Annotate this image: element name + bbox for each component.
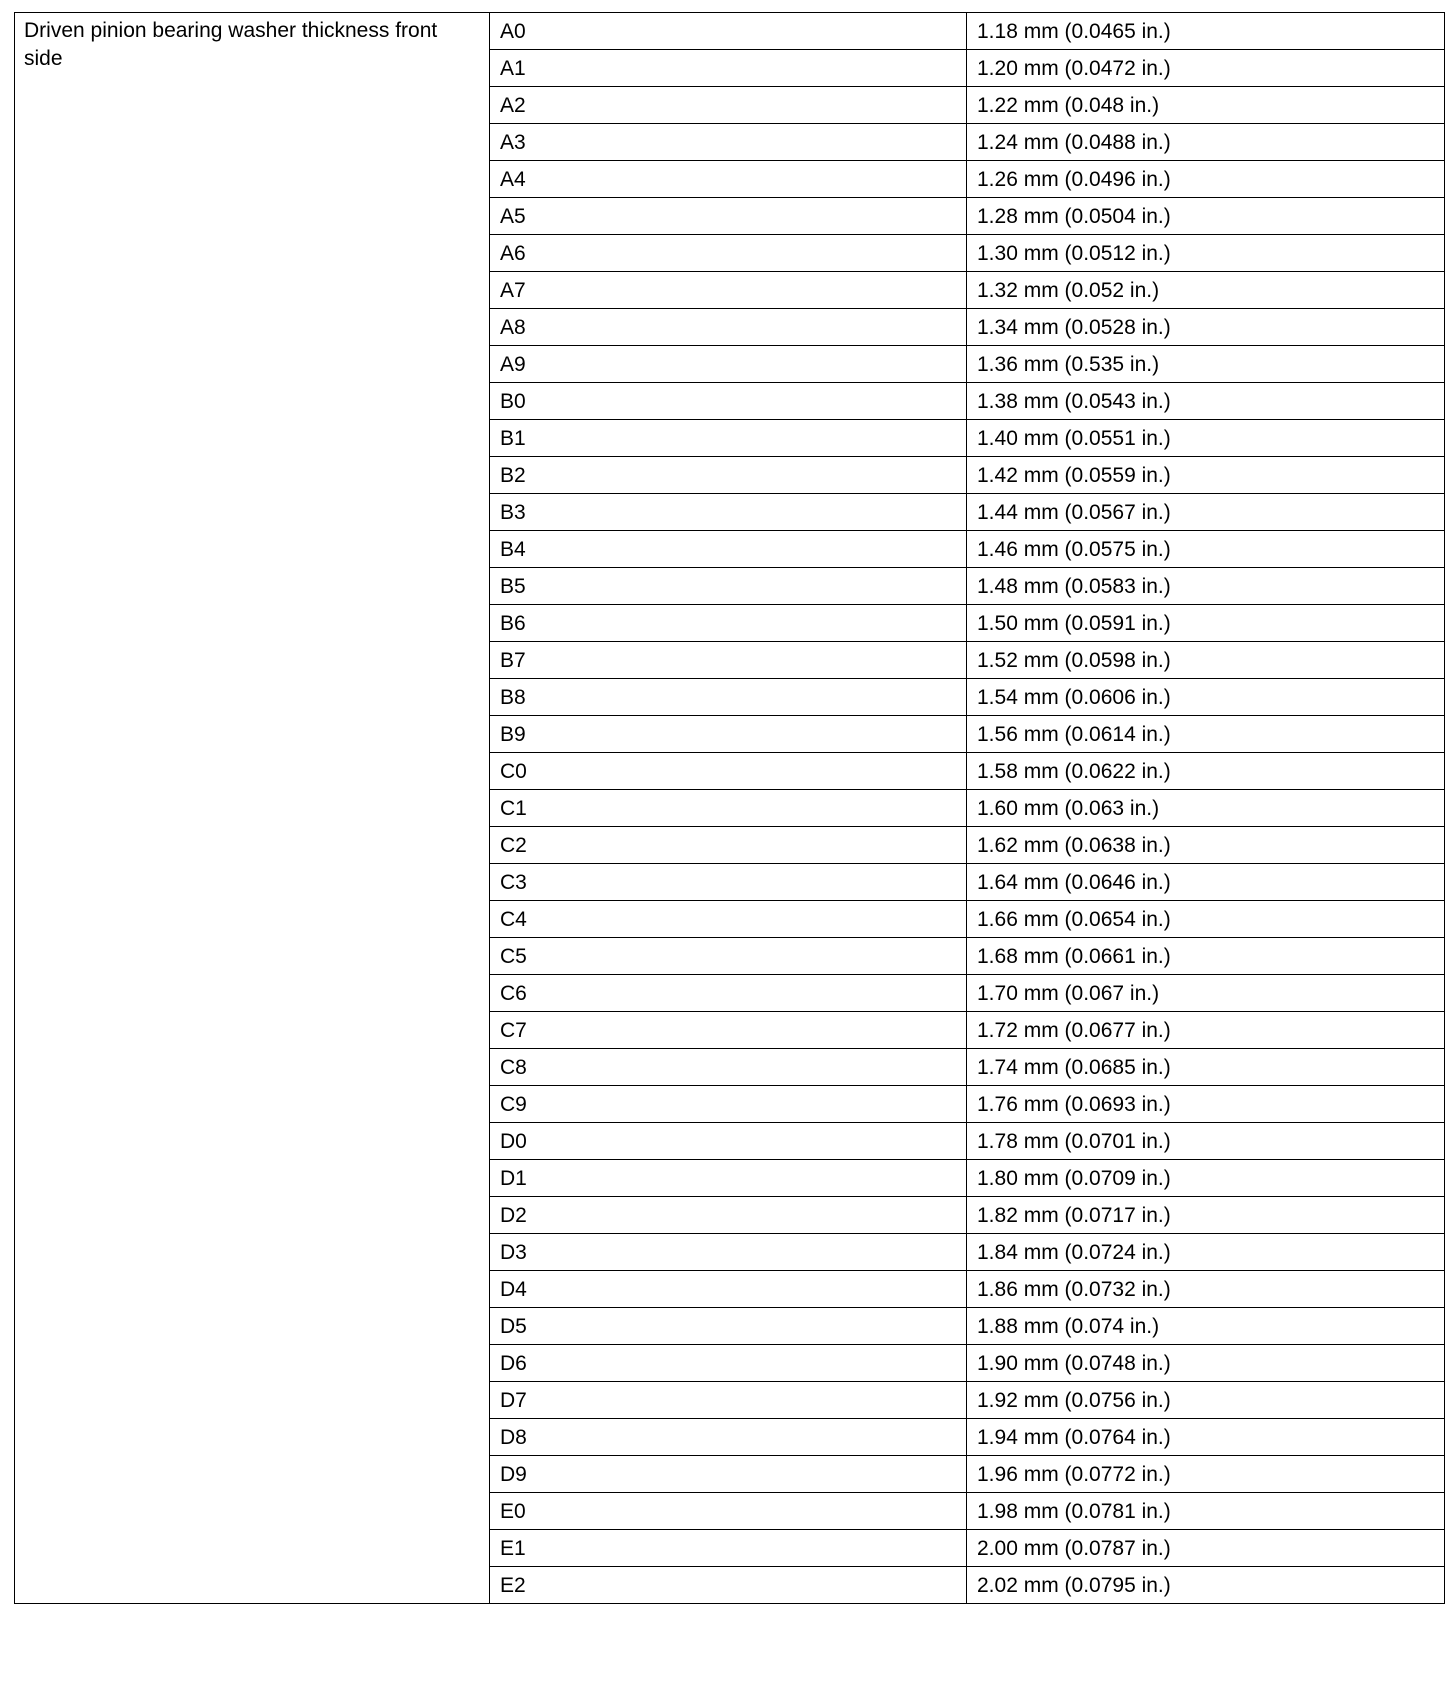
washer-code-cell: D2 <box>490 1197 967 1234</box>
thickness-value-cell: 1.26 mm (0.0496 in.) <box>967 161 1445 198</box>
thickness-value-cell: 1.86 mm (0.0732 in.) <box>967 1271 1445 1308</box>
washer-code-cell: C9 <box>490 1086 967 1123</box>
washer-code-cell: A3 <box>490 124 967 161</box>
thickness-value-cell: 2.00 mm (0.0787 in.) <box>967 1530 1445 1567</box>
washer-code-cell: E1 <box>490 1530 967 1567</box>
washer-code-cell: A1 <box>490 50 967 87</box>
thickness-value-cell: 1.66 mm (0.0654 in.) <box>967 901 1445 938</box>
washer-code-cell: C5 <box>490 938 967 975</box>
washer-code-cell: B9 <box>490 716 967 753</box>
thickness-value-cell: 1.42 mm (0.0559 in.) <box>967 457 1445 494</box>
washer-code-cell: B2 <box>490 457 967 494</box>
washer-code-cell: C4 <box>490 901 967 938</box>
thickness-value-cell: 1.88 mm (0.074 in.) <box>967 1308 1445 1345</box>
thickness-value-cell: 1.58 mm (0.0622 in.) <box>967 753 1445 790</box>
washer-code-cell: A9 <box>490 346 967 383</box>
thickness-value-cell: 1.78 mm (0.0701 in.) <box>967 1123 1445 1160</box>
thickness-value-cell: 1.34 mm (0.0528 in.) <box>967 309 1445 346</box>
thickness-value-cell: 1.20 mm (0.0472 in.) <box>967 50 1445 87</box>
thickness-value-cell: 1.18 mm (0.0465 in.) <box>967 13 1445 50</box>
thickness-value-cell: 1.22 mm (0.048 in.) <box>967 87 1445 124</box>
washer-code-cell: D1 <box>490 1160 967 1197</box>
thickness-value-cell: 1.38 mm (0.0543 in.) <box>967 383 1445 420</box>
washer-code-cell: D9 <box>490 1456 967 1493</box>
washer-code-cell: A7 <box>490 272 967 309</box>
thickness-value-cell: 1.74 mm (0.0685 in.) <box>967 1049 1445 1086</box>
thickness-value-cell: 1.52 mm (0.0598 in.) <box>967 642 1445 679</box>
washer-code-cell: B7 <box>490 642 967 679</box>
thickness-value-cell: 1.82 mm (0.0717 in.) <box>967 1197 1445 1234</box>
thickness-value-cell: 1.48 mm (0.0583 in.) <box>967 568 1445 605</box>
washer-code-cell: E0 <box>490 1493 967 1530</box>
washer-code-cell: A2 <box>490 87 967 124</box>
washer-code-cell: D3 <box>490 1234 967 1271</box>
washer-code-cell: C1 <box>490 790 967 827</box>
thickness-value-cell: 1.60 mm (0.063 in.) <box>967 790 1445 827</box>
table-row <box>15 13 1445 50</box>
thickness-value-cell: 1.24 mm (0.0488 in.) <box>967 124 1445 161</box>
thickness-value-cell: 1.90 mm (0.0748 in.) <box>967 1345 1445 1382</box>
washer-code-cell: D6 <box>490 1345 967 1382</box>
thickness-value-cell: 1.98 mm (0.0781 in.) <box>967 1493 1445 1530</box>
thickness-value-cell: 1.64 mm (0.0646 in.) <box>967 864 1445 901</box>
thickness-value-cell: 1.80 mm (0.0709 in.) <box>967 1160 1445 1197</box>
thickness-value-cell: 1.76 mm (0.0693 in.) <box>967 1086 1445 1123</box>
thickness-value-cell: 1.84 mm (0.0724 in.) <box>967 1234 1445 1271</box>
washer-code-cell: A6 <box>490 235 967 272</box>
washer-code-cell: D7 <box>490 1382 967 1419</box>
washer-code-cell: C8 <box>490 1049 967 1086</box>
washer-code-cell: C6 <box>490 975 967 1012</box>
washer-code-cell: A5 <box>490 198 967 235</box>
washer-code-cell: B6 <box>490 605 967 642</box>
washer-code-cell: D5 <box>490 1308 967 1345</box>
thickness-value-cell: 1.72 mm (0.0677 in.) <box>967 1012 1445 1049</box>
parameter-label: Driven pinion bearing washer thickness front side <box>15 13 490 1604</box>
thickness-value-cell: 1.46 mm (0.0575 in.) <box>967 531 1445 568</box>
thickness-value-cell: 1.94 mm (0.0764 in.) <box>967 1419 1445 1456</box>
washer-code-cell: B0 <box>490 383 967 420</box>
thickness-value-cell: 1.96 mm (0.0772 in.) <box>967 1456 1445 1493</box>
thickness-value-cell: 1.70 mm (0.067 in.) <box>967 975 1445 1012</box>
thickness-value-cell: 1.32 mm (0.052 in.) <box>967 272 1445 309</box>
thickness-value-cell: 1.50 mm (0.0591 in.) <box>967 605 1445 642</box>
thickness-value-cell: 1.36 mm (0.535 in.) <box>967 346 1445 383</box>
table-body <box>15 13 1445 1604</box>
washer-code-cell: C2 <box>490 827 967 864</box>
washer-code-cell: B3 <box>490 494 967 531</box>
washer-code-cell: B8 <box>490 679 967 716</box>
washer-thickness-table <box>14 12 1445 1604</box>
thickness-value-cell: 1.62 mm (0.0638 in.) <box>967 827 1445 864</box>
washer-code-cell: C0 <box>490 753 967 790</box>
washer-code-cell: D4 <box>490 1271 967 1308</box>
washer-code-cell: B4 <box>490 531 967 568</box>
thickness-value-cell: 2.02 mm (0.0795 in.) <box>967 1567 1445 1604</box>
thickness-value-cell: 1.54 mm (0.0606 in.) <box>967 679 1445 716</box>
washer-code-cell: A8 <box>490 309 967 346</box>
thickness-value-cell: 1.44 mm (0.0567 in.) <box>967 494 1445 531</box>
washer-code-cell: D8 <box>490 1419 967 1456</box>
thickness-value-cell: 1.56 mm (0.0614 in.) <box>967 716 1445 753</box>
washer-code-cell: D0 <box>490 1123 967 1160</box>
washer-code-cell: E2 <box>490 1567 967 1604</box>
thickness-value-cell: 1.68 mm (0.0661 in.) <box>967 938 1445 975</box>
thickness-value-cell: 1.92 mm (0.0756 in.) <box>967 1382 1445 1419</box>
washer-code-cell: B5 <box>490 568 967 605</box>
washer-code-cell: A4 <box>490 161 967 198</box>
washer-code-cell: C7 <box>490 1012 967 1049</box>
washer-code-cell: C3 <box>490 864 967 901</box>
washer-code-cell: A0 <box>490 13 967 50</box>
thickness-value-cell: 1.30 mm (0.0512 in.) <box>967 235 1445 272</box>
washer-code-cell: B1 <box>490 420 967 457</box>
thickness-value-cell: 1.28 mm (0.0504 in.) <box>967 198 1445 235</box>
thickness-value-cell: 1.40 mm (0.0551 in.) <box>967 420 1445 457</box>
